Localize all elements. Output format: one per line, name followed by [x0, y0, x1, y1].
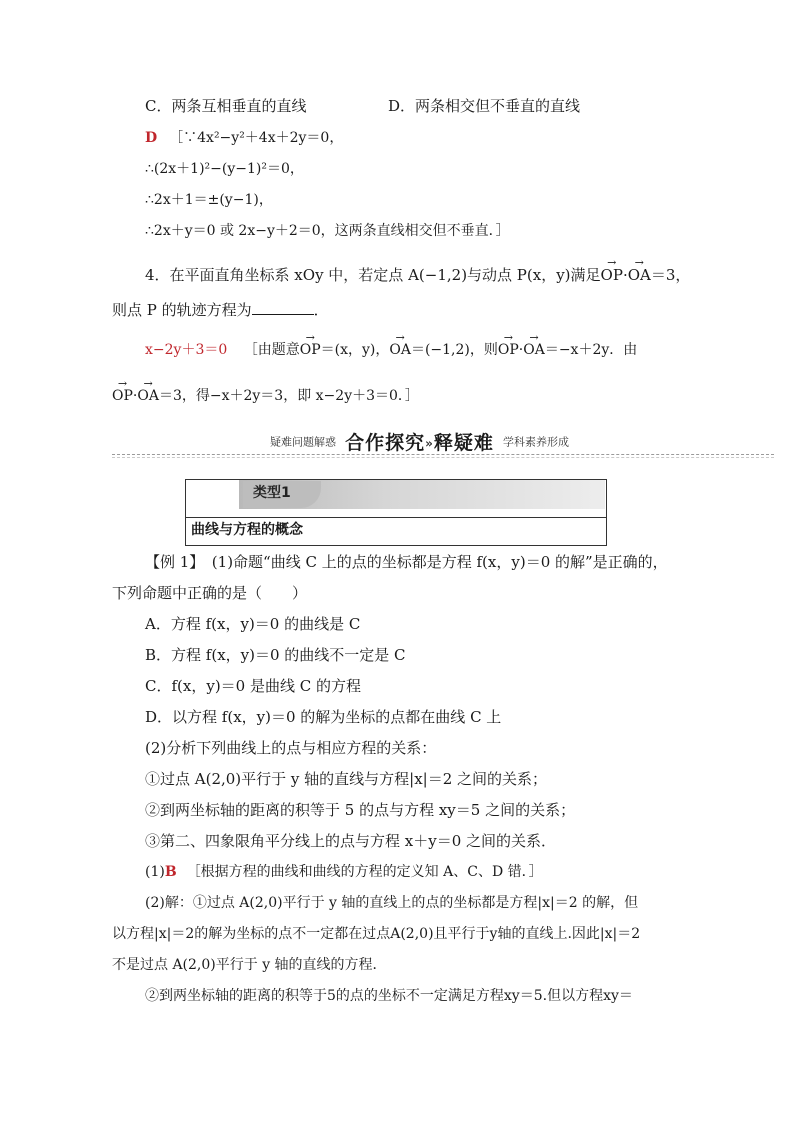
- answer-4-text-c: ＝(−1,2)，则: [410, 342, 498, 358]
- vector-oa: → OA: [523, 340, 545, 360]
- option-d-text: D．以方程 f(x，y)＝0 的解为坐标的点都在曲线 C 上: [145, 708, 502, 726]
- period: ．: [313, 301, 329, 319]
- option-c-text: C．f(x，y)＝0 是曲线 C 的方程: [145, 677, 361, 695]
- double-chevron-icon: »: [425, 436, 434, 451]
- option-d-text: D．两条相交但不垂直的直线: [388, 97, 581, 115]
- solution-line-3: [112, 924, 640, 944]
- solution-part-label: (1): [145, 864, 165, 880]
- answer-line-3: [145, 190, 273, 210]
- solution-2-text-3: 不是过点 A(2,0)平行于 y 轴的直线的方程．: [112, 957, 387, 973]
- answer-text-2: ∴(2x＋1)²−(y−1)²＝0，: [145, 161, 304, 177]
- answer-4-text-d: ＝−x＋2y．由: [544, 342, 638, 358]
- vector-op: → OP: [300, 340, 321, 360]
- banner-right-text: 学科素养形成: [502, 435, 569, 449]
- option-a-text: A．方程 f(x，y)＝0 的曲线是 C: [145, 615, 361, 633]
- vector-op: → OP: [112, 386, 133, 406]
- case-3-text: ③第二、四象限角平分线上的点与方程 x＋y＝0 之间的关系．: [145, 832, 557, 850]
- vector-oa: → OA: [389, 340, 411, 360]
- dot-operator: ·: [518, 342, 524, 358]
- vector-op: → OP: [601, 265, 623, 285]
- type-box-divider: [186, 517, 606, 518]
- answer-line-2: [145, 159, 304, 179]
- example-case-2: [145, 800, 575, 820]
- answer-line-1: [145, 128, 343, 148]
- example-part-2: [145, 738, 436, 758]
- banner-title-part-2: 释疑难: [433, 432, 494, 454]
- solution-2-text-2: 以方程|x|＝2的解为坐标的点不一定都在过点A(2,0)且平行于y轴的直线上.因此|x|＝2: [112, 926, 641, 942]
- solution-1-text: ［根据方程的曲线和曲线的方程的定义知 A、C、D 错．］: [186, 864, 543, 880]
- answer-text-3: ∴2x＋1＝±(y−1)，: [145, 192, 273, 208]
- question-4-text: 4．在平面直角坐标系 xOy 中，若定点 A(−1,2)与动点 P(x，y)满足: [145, 266, 601, 284]
- type-badge: 类型1: [243, 481, 321, 508]
- answer-letter: D: [145, 130, 158, 146]
- question-4-line-1: [145, 265, 690, 285]
- option-d-line: [388, 96, 580, 116]
- example-line-2: [112, 583, 307, 603]
- example-1-question: 下列命题中正确的是（ ）: [112, 584, 308, 602]
- solution-answer-letter: B: [164, 864, 177, 880]
- solution-line-4: [112, 955, 387, 975]
- answer-4-line-1: [145, 340, 637, 360]
- answer-4-text-a: ［由题意: [243, 342, 300, 358]
- type-title: 曲线与方程的概念: [191, 522, 303, 538]
- solution-line-2: [145, 893, 638, 913]
- example-1-statement: 【例 1】 (1)命题“曲线 C 上的点的坐标都是方程 f(x，y)＝0 的解”是正确的，: [145, 553, 668, 571]
- solution-line-5: [145, 986, 633, 1006]
- option-c-text: C．两条互相垂直的直线: [145, 97, 307, 115]
- part-2-prompt: (2)分析下列曲线上的点与相应方程的关系：: [145, 739, 437, 757]
- question-4-line-2: [112, 300, 329, 320]
- example-case-1: [145, 769, 547, 789]
- example-option-a: [145, 614, 360, 634]
- answer-4-line-2: [112, 386, 419, 406]
- banner-title-part-1: 合作探究: [345, 432, 426, 454]
- answer-line-4: [145, 221, 510, 241]
- section-divider: [112, 454, 774, 455]
- example-option-d: [145, 707, 501, 727]
- section-banner: [270, 428, 569, 454]
- type-box: [185, 479, 607, 546]
- solution-line-1: [145, 862, 543, 882]
- solution-2-text-4: ②到两坐标轴的距离的积等于5的点的坐标不一定满足方程xy＝5.但以方程xy＝: [145, 988, 633, 1004]
- example-case-3: [145, 831, 556, 851]
- option-c-line: [145, 96, 306, 116]
- answer-4-text-b: ＝(x，y)，: [320, 342, 390, 358]
- example-line-1: [145, 552, 668, 572]
- vector-op: → OP: [498, 340, 519, 360]
- solution-2-text-1: (2)解：①过点 A(2,0)平行于 y 轴的直线上的点的坐标都是方程|x|＝2 的解，但: [145, 895, 639, 911]
- answer-text-4: ∴2x＋y＝0 或 2x−y＋2＝0，这两条直线相交但不垂直．］: [145, 223, 510, 239]
- answer-text-1: ［∵4x²−y²＋4x＋2y＝0，: [169, 130, 344, 146]
- case-2-text: ②到两坐标轴的距离的积等于 5 的点与方程 xy＝5 之间的关系；: [145, 801, 576, 819]
- question-4-prompt: 则点 P 的轨迹方程为: [112, 301, 252, 319]
- answer-4-equation: x−2y＋3＝0: [145, 342, 228, 358]
- dot-operator: ·: [132, 388, 138, 404]
- option-b-text: B．方程 f(x，y)＝0 的曲线不一定是 C: [145, 646, 406, 664]
- question-4-equals: ＝3，: [650, 266, 691, 284]
- dot-operator: ·: [622, 266, 628, 284]
- example-option-c: [145, 676, 361, 696]
- case-1-text: ①过点 A(2,0)平行于 y 轴的直线与方程|x|＝2 之间的关系；: [145, 770, 548, 788]
- answer-blank: [252, 300, 314, 315]
- banner-left-text: 疑难问题解惑: [270, 435, 336, 449]
- section-divider-secondary: [112, 457, 774, 458]
- answer-4-text-e: ＝3，得−x＋2y＝3，即 x−2y＋3＝0．］: [158, 388, 419, 404]
- example-option-b: [145, 645, 406, 665]
- banner-title: [345, 432, 494, 454]
- vector-oa: → OA: [137, 386, 159, 406]
- vector-oa: → OA: [628, 265, 651, 285]
